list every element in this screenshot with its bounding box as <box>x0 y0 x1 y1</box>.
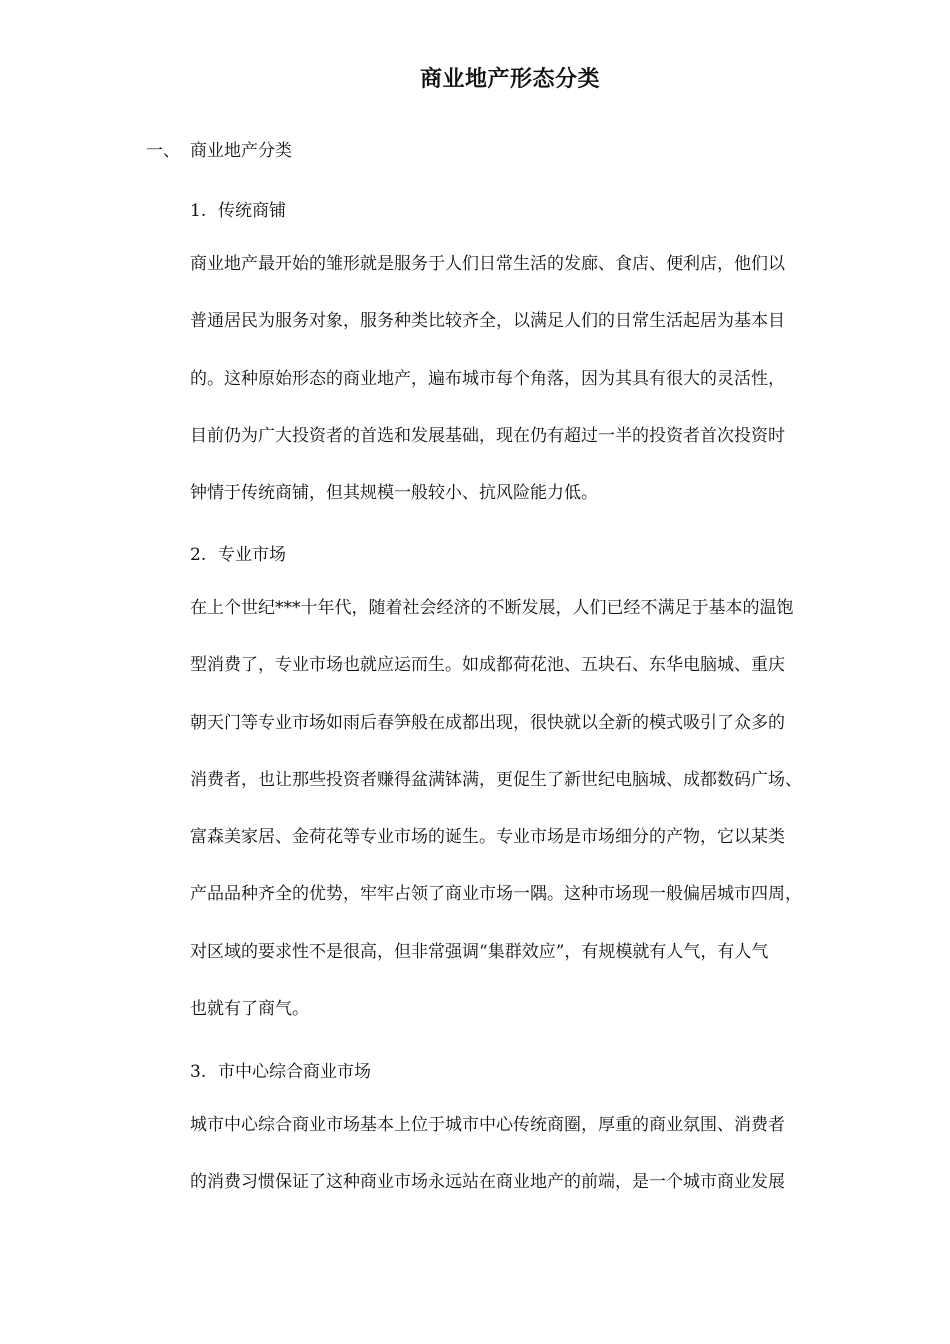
subheading-number: 1. <box>190 201 207 221</box>
paragraph-line: 对区域的要求性不是很高，但非常强调“集群效应”，有规模就有人气，有人气 <box>190 941 769 962</box>
subheading-specialized-markets <box>190 540 286 565</box>
subheading-downtown-commercial <box>190 1057 371 1082</box>
paragraph-line: 的。这种原始形态的商业地产，遍布城市每个角落，因为其具有很大的灵活性， <box>190 368 785 389</box>
section-heading <box>146 136 292 161</box>
paragraph-line: 产品品种齐全的优势，牢牢占领了商业市场一隅。这种市场现一般偏居城市四周， <box>190 884 802 905</box>
paragraph-line: 目前仍为广大投资者的首选和发展基础，现在仍有超过一半的投资者首次投资时 <box>190 425 785 446</box>
paragraph-line: 普通居民为服务对象，服务种类比较齐全，以满足人们的日常生活起居为基本目 <box>190 311 785 332</box>
paragraph-line: 型消费了，专业市场也就应运而生。如成都荷花池、五块石、东华电脑城、重庆 <box>190 655 785 676</box>
paragraph-line: 在上个世纪***十年代，随着社会经济的不断发展，人们已经不满足于基本的温饱 <box>190 598 794 618</box>
paragraph-line: 城市中心综合商业市场基本上位于城市中心传统商圈，厚重的商业氛围、消费者 <box>190 1115 785 1135</box>
subheading-number: 2. <box>190 545 207 565</box>
paragraph-line: 的消费习惯保证了这种商业市场永远站在商业地产的前端，是一个城市商业发展 <box>190 1172 785 1193</box>
subheading-number: 3. <box>190 1062 207 1082</box>
section-label: 商业地产分类 <box>190 141 292 161</box>
paragraph-specialized-markets <box>190 580 880 1038</box>
section-number: 一、 <box>146 141 180 161</box>
paragraph-traditional-shops <box>190 236 880 522</box>
subheading-label: 市中心综合商业市场 <box>218 1062 371 1082</box>
document-title: 商业地产形态分类 <box>419 67 600 92</box>
subheading-label: 专业市场 <box>218 545 286 565</box>
paragraph-line: 商业地产最开始的雏形就是服务于人们日常生活的发廊、食店、便利店，他们以 <box>190 254 785 274</box>
paragraph-line: 消费者，也让那些投资者赚得盆满钵满，更促生了新世纪电脑城、成都数码广场、 <box>190 769 802 790</box>
subheading-label: 传统商铺 <box>218 201 286 221</box>
subheading-traditional-shops <box>190 196 286 221</box>
paragraph-line: 也就有了商气。 <box>190 999 309 1020</box>
paragraph-line: 富森美家居、金荷花等专业市场的诞生。专业市场是市场细分的产物，它以某类 <box>190 827 785 848</box>
paragraph-line: 钟情于传统商铺，但其规模一般较小、抗风险能力低。 <box>190 483 598 504</box>
paragraph-line: 朝天门等专业市场如雨后春笋般在成都出现，很快就以全新的模式吸引了众多的 <box>190 712 785 733</box>
paragraph-downtown-commercial <box>190 1097 880 1212</box>
